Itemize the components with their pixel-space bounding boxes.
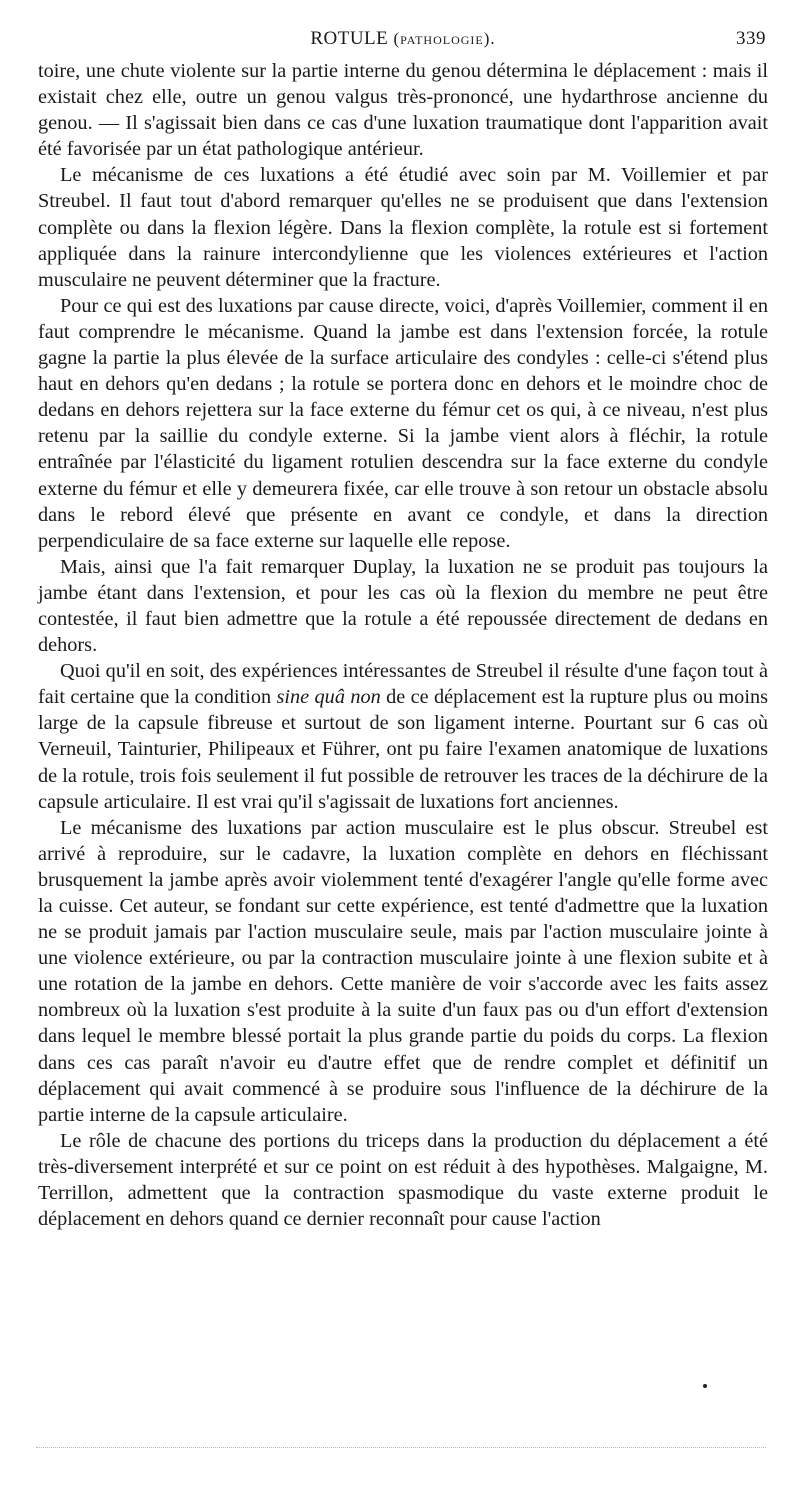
running-head: [38, 28, 768, 58]
paragraph-2: Le mécanisme de ces luxations a été étudié avec soin par M. Voillemier et par Streubel. Il faut tout d'abord remarquer qu'elles ne se produisent que dans l'extension complète ou dans la flexion légère. Dans la flexion complète, la rotule est si fortement appliquée dans la rainure intercondylienne que les violences extérieures et l'action musculaire ne peuvent déterminer que la fracture.: [38, 164, 768, 291]
paragraph-5-italic: sine quâ non: [276, 686, 381, 709]
paragraph-5: [38, 658, 768, 815]
paragraph-1: toire, une chute violente sur la partie interne du genou détermina le déplacement : mais il existait chez elle, outre un genou valgus très-prononcé, une hydarthrose ancienne du genou. — Il s'agissait bien dans ce cas d'une luxation traumatique dont l'apparition avait été favorisée par un état pathologique antérieur.: [38, 60, 768, 161]
paragraph-6: Le mécanisme des luxations par action musculaire est le plus obscur. Streubel est arrivé à reproduire, sur le cadavre, la luxation complète en dehors en fléchissant brusquement la jambe après avoir violemment tenté d'exagérer l'angle qu'elle forme avec la cuisse. Cet auteur, se fondant sur cette expérience, est tenté d'admettre que la luxation ne se produit jamais par l'action musculaire seule, mais par l'action musculaire jointe à une violence extérieure, ou par la contraction musculaire jointe à une flexion subite et à une rotation de la jambe en dehors. Cette manière de voir s'accorde avec les faits assez nombreux où la luxation s'est produite à la suite d'un faux pas ou d'un effort d'extension dans lequel le membre blessé portait la plus grande partie du poids du corps. La flexion dans ces cas paraît n'avoir eu d'autre effet que de rendre complet et définitif un déplacement qui avait commencé à se produire sous l'influence de la déchirure de la partie interne de la capsule articulaire.: [38, 816, 768, 1126]
running-title-main: ROTULE: [310, 28, 389, 49]
page-number: 339: [736, 28, 766, 49]
body-text: [38, 58, 768, 1232]
page: [38, 28, 768, 1232]
paragraph-4: Mais, ainsi que l'a fait remarquer Duplay, la luxation ne se produit pas toujours la jambe étant dans l'extension, et pour les cas où la flexion du membre ne peut être contestée, il faut bien admettre que la rotule a été repoussée directement de dedans en dehors.: [38, 555, 768, 657]
running-title-sub: (pathologie).: [393, 29, 496, 48]
paragraph-3: Pour ce qui est des luxations par cause directe, voici, d'après Voillemier, comment il en faut comprendre le mécanisme. Quand la jambe est dans l'extension forcée, la rotule gagne la partie la plus élevée de la surface articulaire des condyles : celle-ci s'étend plus haut en dehors qu'en dedans ; la rotule se portera donc en dehors et le moindre choc de dedans en dehors rejettera sur la face externe du fémur cet os qui, à ce niveau, n'est plus retenu par la saillie du condyle externe. Si la jambe vient alors à fléchir, la rotule entraînée par l'élasticité du ligament rotulien descendra sur la face externe du condyle externe du fémur et elle y demeurera fixée, car elle trouve à son retour un obstacle absolu dans le rebord élevé que présente en avant ce condyle, et dans la direction perpendiculaire de sa face externe sur laquelle elle repose.: [38, 294, 768, 552]
print-speck: [703, 1384, 707, 1388]
paragraph-7: Le rôle de chacune des portions du triceps dans la production du déplacement a été très-diversement interprété et sur ce point on est réduit à des hypothèses. Malgaigne, M. Terrillon, admettent que la contraction spasmodique du vaste externe produit le déplacement en dehors quand ce dernier reconnaît pour cause l'action: [38, 1129, 768, 1231]
footer-dotted-rule: [36, 1447, 766, 1448]
paragraph-5-part-1: Quoi qu'il en soit, des expériences intéressantes de Streubel il résulte d'une façon tout à fait certaine que la condition: [38, 660, 768, 709]
paragraph-5-part-2: de ce déplacement est la rupture plus ou moins large de la capsule fibreuse et surtout de son ligament interne. Pourtant sur 6 cas où Verneuil, Tainturier, Philipeaux et Führer, ont pu faire l'examen anatomique de luxations de la rotule, trois fois seulement il fut possible de retrouver les traces de la déchirure de la capsule articulaire. Il est vrai qu'il s'agissait de luxations fort anciennes.: [38, 686, 768, 813]
running-title: [38, 28, 768, 50]
